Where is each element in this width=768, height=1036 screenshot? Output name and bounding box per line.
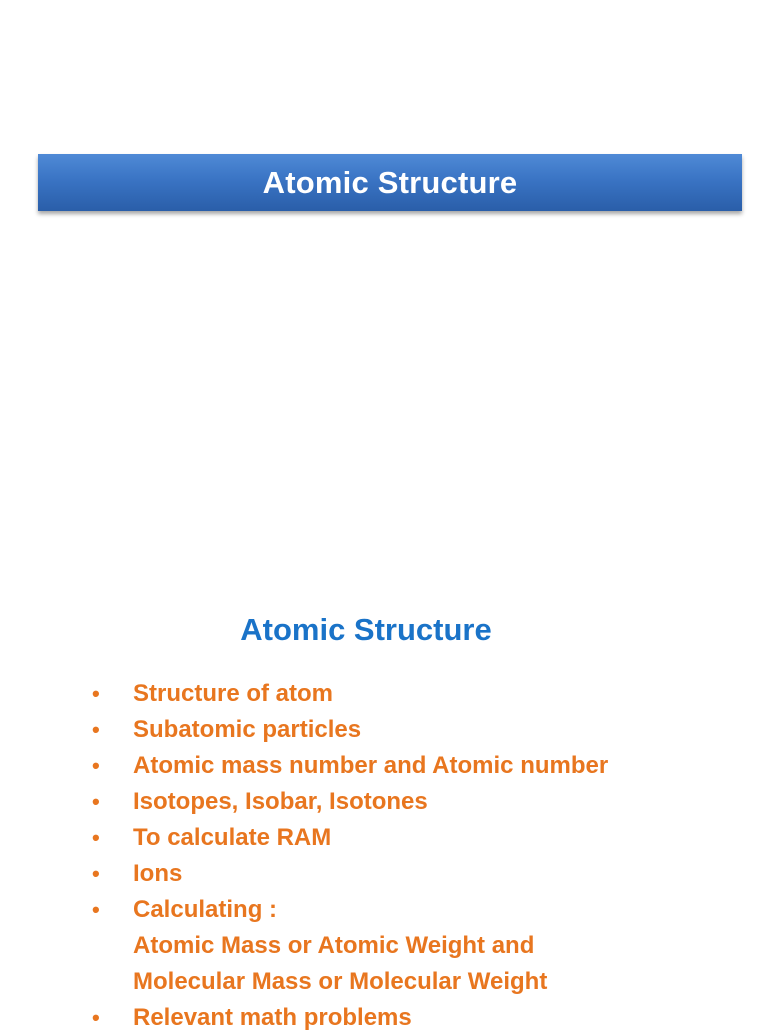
bullet-icon: • [92, 825, 100, 850]
list-item-text: Ions [133, 860, 183, 887]
list-item [92, 1000, 608, 1036]
list-item-text: Isotopes, Isobar, Isotones [133, 788, 428, 815]
bullet-icon: • [92, 717, 100, 742]
list-item [92, 748, 608, 784]
list-item-text: To calculate RAM [133, 824, 332, 851]
list-item-text: Atomic mass number and Atomic number [133, 752, 609, 779]
topic-list [92, 676, 608, 1036]
bullet-icon: • [92, 681, 100, 706]
list-item [92, 676, 608, 712]
title-banner [38, 154, 742, 211]
list-item-text: Relevant math problems [133, 1004, 412, 1031]
bullet-icon: • [92, 789, 100, 814]
list-item-text: Calculating : Atomic Mass or Atomic Weight and Molecular Mass or Molecular Weight [133, 896, 548, 995]
list-item-text: Subatomic particles [133, 716, 362, 743]
bullet-icon: • [92, 753, 100, 778]
bullet-icon: • [92, 897, 100, 922]
list-item [92, 820, 608, 856]
list-item [92, 856, 608, 892]
bullet-icon: • [92, 1005, 100, 1030]
list-item [92, 784, 608, 820]
section-title: Atomic Structure [240, 612, 492, 647]
list-item-text: Structure of atom [133, 680, 334, 707]
list-item [92, 712, 608, 748]
banner-title: Atomic Structure [262, 164, 518, 200]
list-item [92, 892, 608, 1000]
bullet-icon: • [92, 861, 100, 886]
